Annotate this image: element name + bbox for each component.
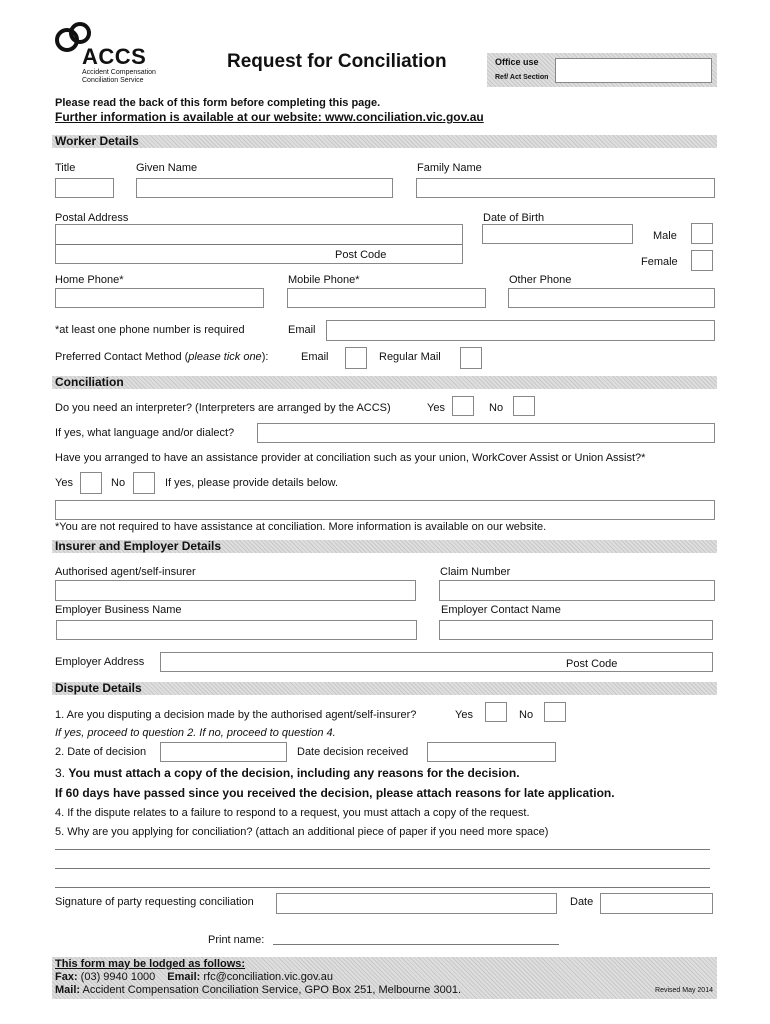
section-dispute-details <box>52 682 717 695</box>
dispute-heading: Dispute Details <box>55 681 142 695</box>
interpreter-yes-label: Yes <box>427 402 445 414</box>
title-label: Title <box>55 162 76 174</box>
signature-date-label: Date <box>570 896 594 908</box>
intro-read-back: Please read the back of this form before completing this page. <box>55 97 381 109</box>
other-phone-input[interactable] <box>508 288 715 308</box>
logo-sub-2: Conciliation Service <box>82 77 144 84</box>
signature-label: Signature of party requesting conciliation <box>55 896 254 908</box>
assistance-yes-checkbox[interactable] <box>80 472 102 494</box>
fax-number: (03) 9940 1000 <box>77 971 156 983</box>
dispute-q1-note: If yes, proceed to question 2. If no, proceed to question 4. <box>55 727 336 739</box>
contact-name-label: Employer Contact Name <box>441 604 561 616</box>
assistance-details-label: If yes, please provide details below. <box>165 477 339 489</box>
dob-label: Date of Birth <box>483 212 545 224</box>
logo-text: ACCS <box>82 44 147 69</box>
decision-received-label: Date decision received <box>297 746 409 758</box>
office-use-panel <box>487 53 717 87</box>
reason-line-3[interactable] <box>55 887 710 888</box>
assistance-details-input[interactable] <box>55 500 715 520</box>
revised-date: Revised May 2014 <box>655 987 713 994</box>
interpreter-yes-checkbox[interactable] <box>452 396 474 416</box>
dispute-q1: 1. Are you disputing a decision made by the authorised agent/self-insurer? <box>55 709 417 721</box>
insurer-heading: Insurer and Employer Details <box>55 539 222 553</box>
decision-date-input[interactable] <box>160 742 287 762</box>
given-name-input[interactable] <box>136 178 393 198</box>
dispute-q5: 5. Why are you applying for conciliation? (attach an additional piece of paper if you need more space) <box>55 826 549 838</box>
agent-label: Authorised agent/self-insurer <box>55 566 196 578</box>
intro-website: Further information is available at our website: www.conciliation.vic.gov.au <box>55 110 484 124</box>
assistance-no-label: No <box>111 477 126 489</box>
section-worker-details <box>52 135 717 148</box>
mail-label: Mail: <box>55 984 81 996</box>
email-input[interactable] <box>326 320 715 341</box>
contact-mail-label: Regular Mail <box>379 351 441 363</box>
interpreter-no-label: No <box>489 402 504 414</box>
logo-sub-1: Accident Compensation <box>82 69 156 76</box>
assistance-yes-label: Yes <box>55 477 73 489</box>
print-name-label: Print name: <box>208 934 265 946</box>
postal-address-label: Postal Address <box>55 212 129 224</box>
conciliation-heading: Conciliation <box>55 375 124 389</box>
assistance-question: Have you arranged to have an assistance provider at conciliation such as your union, WorkCover Assist or Union Assist?* <box>55 452 646 464</box>
family-name-input[interactable] <box>416 178 715 198</box>
fax-label: Fax: <box>55 971 78 983</box>
dispute-q3-num: 3. <box>55 766 69 780</box>
postal-divider <box>56 244 462 245</box>
home-phone-label: Home Phone* <box>55 274 124 286</box>
other-phone-label: Other Phone <box>509 274 572 286</box>
dispute-no-label: No <box>519 709 534 721</box>
sixty-days-note: If 60 days have passed since you received the decision, please attach reasons for late application. <box>55 786 615 800</box>
pref-contact-a: Preferred Contact Method ( <box>55 351 189 363</box>
signature-input[interactable] <box>276 893 557 914</box>
contact-email-label: Email <box>301 351 329 363</box>
office-use-label: Office use <box>495 57 539 67</box>
business-name-label: Employer Business Name <box>55 604 182 616</box>
office-use-field <box>555 58 712 83</box>
dispute-no-checkbox[interactable] <box>544 702 566 722</box>
home-phone-input[interactable] <box>55 288 264 308</box>
section-conciliation <box>52 376 717 389</box>
language-input[interactable] <box>257 423 715 443</box>
decision-date-label: 2. Date of decision <box>55 746 147 758</box>
dispute-q3 <box>55 766 520 780</box>
dispute-q3-text: You must attach a copy of the decision, including any reasons for the decision. <box>68 766 520 780</box>
employer-address-label: Employer Address <box>55 656 145 668</box>
footer-panel <box>52 957 717 999</box>
interpreter-question: Do you need an interpreter? (Interpreters are arranged by the ACCS) <box>55 402 391 414</box>
title-input[interactable] <box>55 178 114 198</box>
employer-address-input[interactable] <box>160 652 713 672</box>
dispute-yes-label: Yes <box>455 709 473 721</box>
reason-line-2[interactable] <box>55 868 710 869</box>
mail-line <box>55 984 461 996</box>
language-question: If yes, what language and/or dialect? <box>55 427 235 439</box>
business-name-input[interactable] <box>56 620 417 640</box>
phone-note: *at least one phone number is required <box>55 324 245 336</box>
decision-received-input[interactable] <box>427 742 556 762</box>
section-insurer-employer <box>52 540 717 553</box>
contact-email-checkbox[interactable] <box>345 347 367 369</box>
given-name-label: Given Name <box>136 162 198 174</box>
claim-number-label: Claim Number <box>440 566 511 578</box>
assistance-no-checkbox[interactable] <box>133 472 155 494</box>
interpreter-no-checkbox[interactable] <box>513 396 535 416</box>
contact-name-input[interactable] <box>439 620 713 640</box>
assistance-note: *You are not required to have assistance at conciliation. More information is available on our website. <box>55 521 547 533</box>
employer-postcode-label: Post Code <box>566 658 618 670</box>
email-label: Email <box>288 324 316 336</box>
ref-act-label: Ref/ Act Section <box>495 74 549 81</box>
worker-heading: Worker Details <box>55 134 139 148</box>
male-label: Male <box>653 230 677 242</box>
print-name-line[interactable] <box>273 944 559 945</box>
lodged-heading: This form may be lodged as follows: <box>55 958 246 970</box>
footer-email[interactable]: rfc@conciliation.vic.gov.au <box>200 971 333 983</box>
pref-contact-b: please tick one <box>188 351 262 363</box>
female-label: Female <box>641 256 678 268</box>
fax-email-line <box>55 971 333 983</box>
mobile-phone-input[interactable] <box>287 288 486 308</box>
family-name-label: Family Name <box>417 162 482 174</box>
agent-input[interactable] <box>55 580 416 601</box>
dob-input[interactable] <box>482 224 633 244</box>
footer-email-label: Email: <box>167 971 201 983</box>
female-checkbox[interactable] <box>691 250 713 271</box>
worker-postcode-label: Post Code <box>335 249 387 261</box>
contact-mail-checkbox[interactable] <box>460 347 482 369</box>
dispute-yes-checkbox[interactable] <box>485 702 507 722</box>
preferred-contact-label <box>55 351 268 363</box>
pref-contact-c: ): <box>261 351 269 363</box>
mail-address: Accident Compensation Conciliation Service, GPO Box 251, Melbourne 3001. <box>80 984 461 996</box>
signature-date-input[interactable] <box>600 893 713 914</box>
claim-number-input[interactable] <box>439 580 715 601</box>
page-title: Request for Conciliation <box>227 51 447 72</box>
dispute-q4: 4. If the dispute relates to a failure to respond to a request, you must attach a copy of the request. <box>55 807 530 819</box>
male-checkbox[interactable] <box>691 223 713 244</box>
reason-line-1[interactable] <box>55 849 710 850</box>
mobile-phone-label: Mobile Phone* <box>288 274 360 286</box>
